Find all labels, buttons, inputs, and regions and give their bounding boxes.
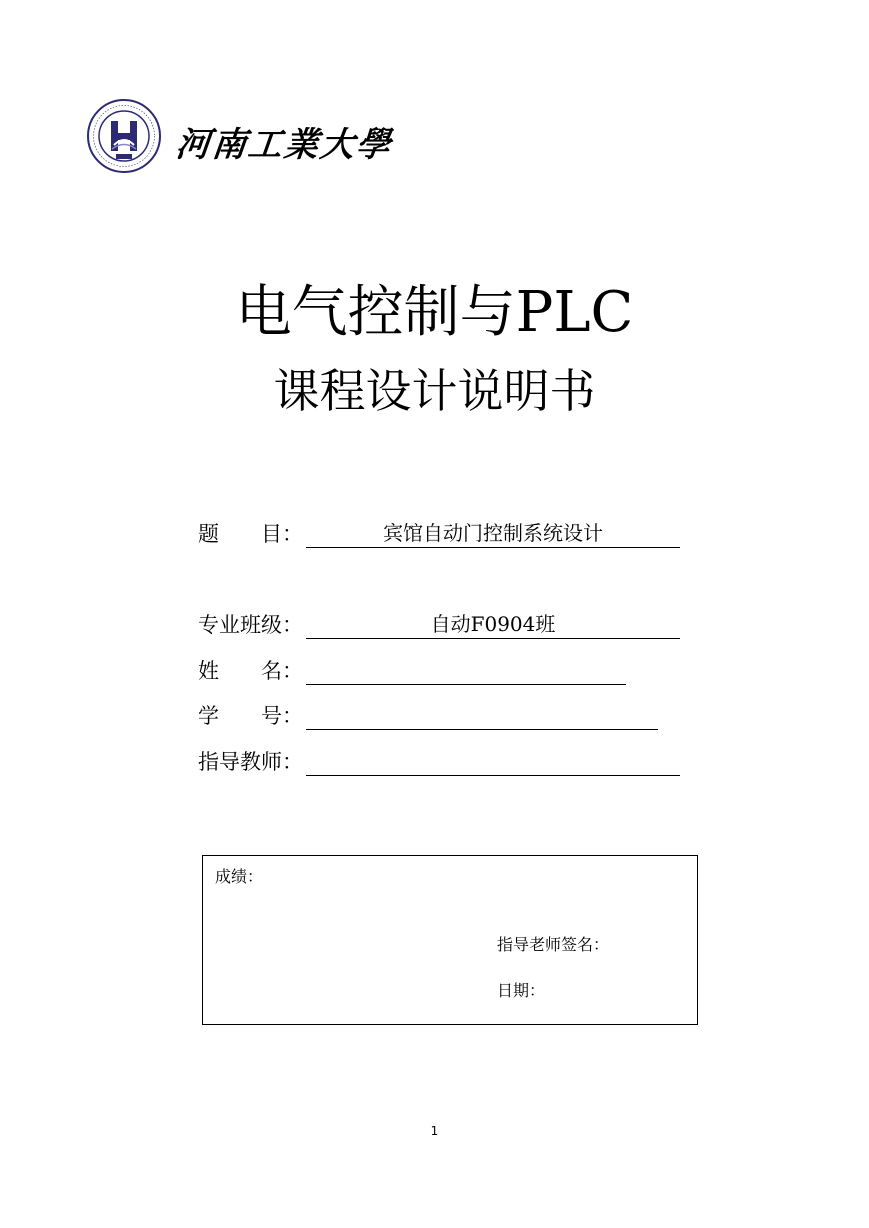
topic-field: [198, 518, 680, 548]
grade-box: [202, 855, 698, 1025]
university-seal-logo: [87, 99, 161, 173]
topic-value: 宾馆自动门控制系统设计: [383, 521, 603, 545]
class-field: [198, 609, 680, 639]
class-underline[interactable]: [306, 608, 680, 639]
university-name-logo: 河南工業大學: [173, 125, 395, 165]
document-title: 电气控制与PLC: [235, 280, 634, 345]
student-id-underline[interactable]: [306, 699, 658, 730]
name-field: [198, 655, 628, 685]
name-underline[interactable]: [306, 654, 626, 685]
grade-label: 成绩：: [215, 867, 264, 886]
student-id-field: [198, 700, 660, 730]
topic-label: 题 目：: [198, 522, 303, 546]
date-label: 日期：: [497, 981, 546, 1000]
advisor-signature-label: 指导老师签名：: [497, 935, 610, 954]
class-label: 专业班级：: [198, 613, 303, 637]
topic-underline[interactable]: [306, 517, 680, 548]
advisor-field: [198, 746, 680, 776]
advisor-label: 指导教师：: [198, 750, 303, 774]
student-id-label: 学 号：: [198, 704, 303, 728]
advisor-underline[interactable]: [306, 745, 680, 776]
class-value: 自动F0904班: [430, 612, 556, 636]
page-number: 1: [430, 1124, 439, 1138]
name-label: 姓 名：: [198, 659, 303, 683]
document-subtitle: 课程设计说明书: [273, 364, 596, 418]
